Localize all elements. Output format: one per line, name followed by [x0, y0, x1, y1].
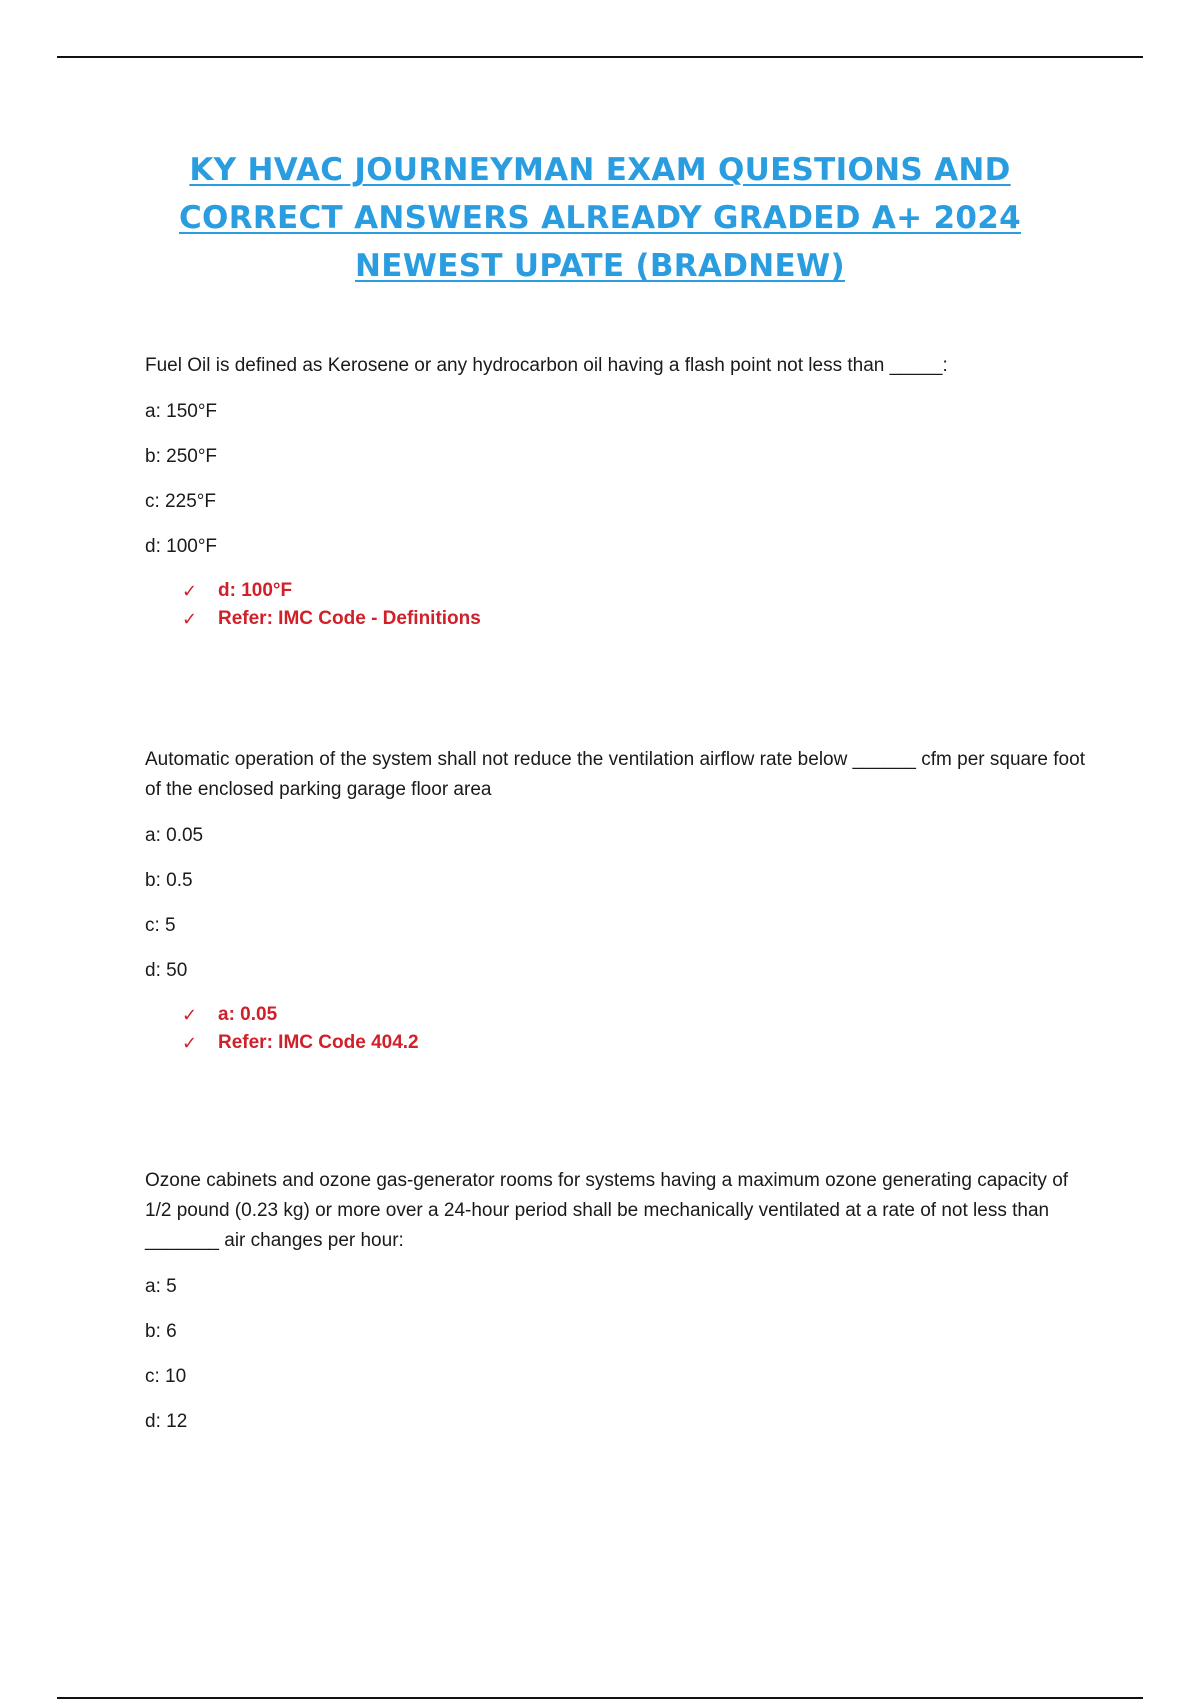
- question-stem: Fuel Oil is defined as Kerosene or any hydrocarbon oil having a flash point not less than _____:: [145, 355, 948, 376]
- answer-list: [182, 1001, 1085, 1057]
- question-stem: Automatic operation of the system shall not reduce the ventilation airflow rate below ______ cfm per square foot of the enclosed parking garage floor area: [145, 749, 1085, 800]
- option-a: a: 0.05: [145, 825, 204, 846]
- check-mark-icon: ✓: [182, 581, 198, 601]
- answer-item: [182, 1001, 1085, 1029]
- footer-rule: [57, 1697, 1143, 1699]
- answer-text: Refer: IMC Code - Definitions: [218, 608, 481, 629]
- question-1: [145, 351, 1085, 633]
- option-d: d: 12: [145, 1411, 188, 1432]
- option-d: d: 50: [145, 960, 188, 981]
- document-title: [0, 146, 1200, 290]
- option-a: a: 5: [145, 1276, 177, 1297]
- option-b: b: 6: [145, 1321, 177, 1342]
- answer-text: Refer: IMC Code 404.2: [218, 1032, 419, 1053]
- check-mark-icon: ✓: [182, 1005, 198, 1025]
- answer-reference: [182, 605, 1085, 633]
- check-mark-icon: ✓: [182, 1033, 198, 1053]
- answer-list: [182, 577, 1085, 633]
- answer-reference: [182, 1029, 1085, 1057]
- header-rule: [57, 56, 1143, 58]
- check-mark-icon: ✓: [182, 609, 198, 629]
- title-line-2: CORRECT ANSWERS ALREADY GRADED A+ 2024: [178, 200, 1021, 236]
- question-stem: Ozone cabinets and ozone gas-generator rooms for systems having a maximum ozone generating capacity of 1/2 pound (0.23 kg) or more over a 24-hour period shall be mechanically ventilated at a rate of not less than _______ air changes per hour:: [145, 1170, 1069, 1251]
- option-b: b: 250°F: [145, 446, 218, 467]
- option-c: c: 5: [145, 915, 176, 936]
- option-a: a: 150°F: [145, 401, 218, 422]
- question-3: [145, 1166, 1085, 1452]
- title-line-3: NEWEST UPATE (BRADNEW): [355, 248, 845, 284]
- option-b: b: 0.5: [145, 870, 193, 891]
- title-line-1: KY HVAC JOURNEYMAN EXAM QUESTIONS AND: [189, 152, 1011, 188]
- question-2: [145, 745, 1085, 1057]
- option-c: c: 225°F: [145, 491, 216, 512]
- option-c: c: 10: [145, 1366, 187, 1387]
- answer-item: [182, 577, 1085, 605]
- option-d: d: 100°F: [145, 536, 218, 557]
- answer-text: a: 0.05: [218, 1004, 278, 1025]
- answer-text: d: 100°F: [218, 580, 293, 601]
